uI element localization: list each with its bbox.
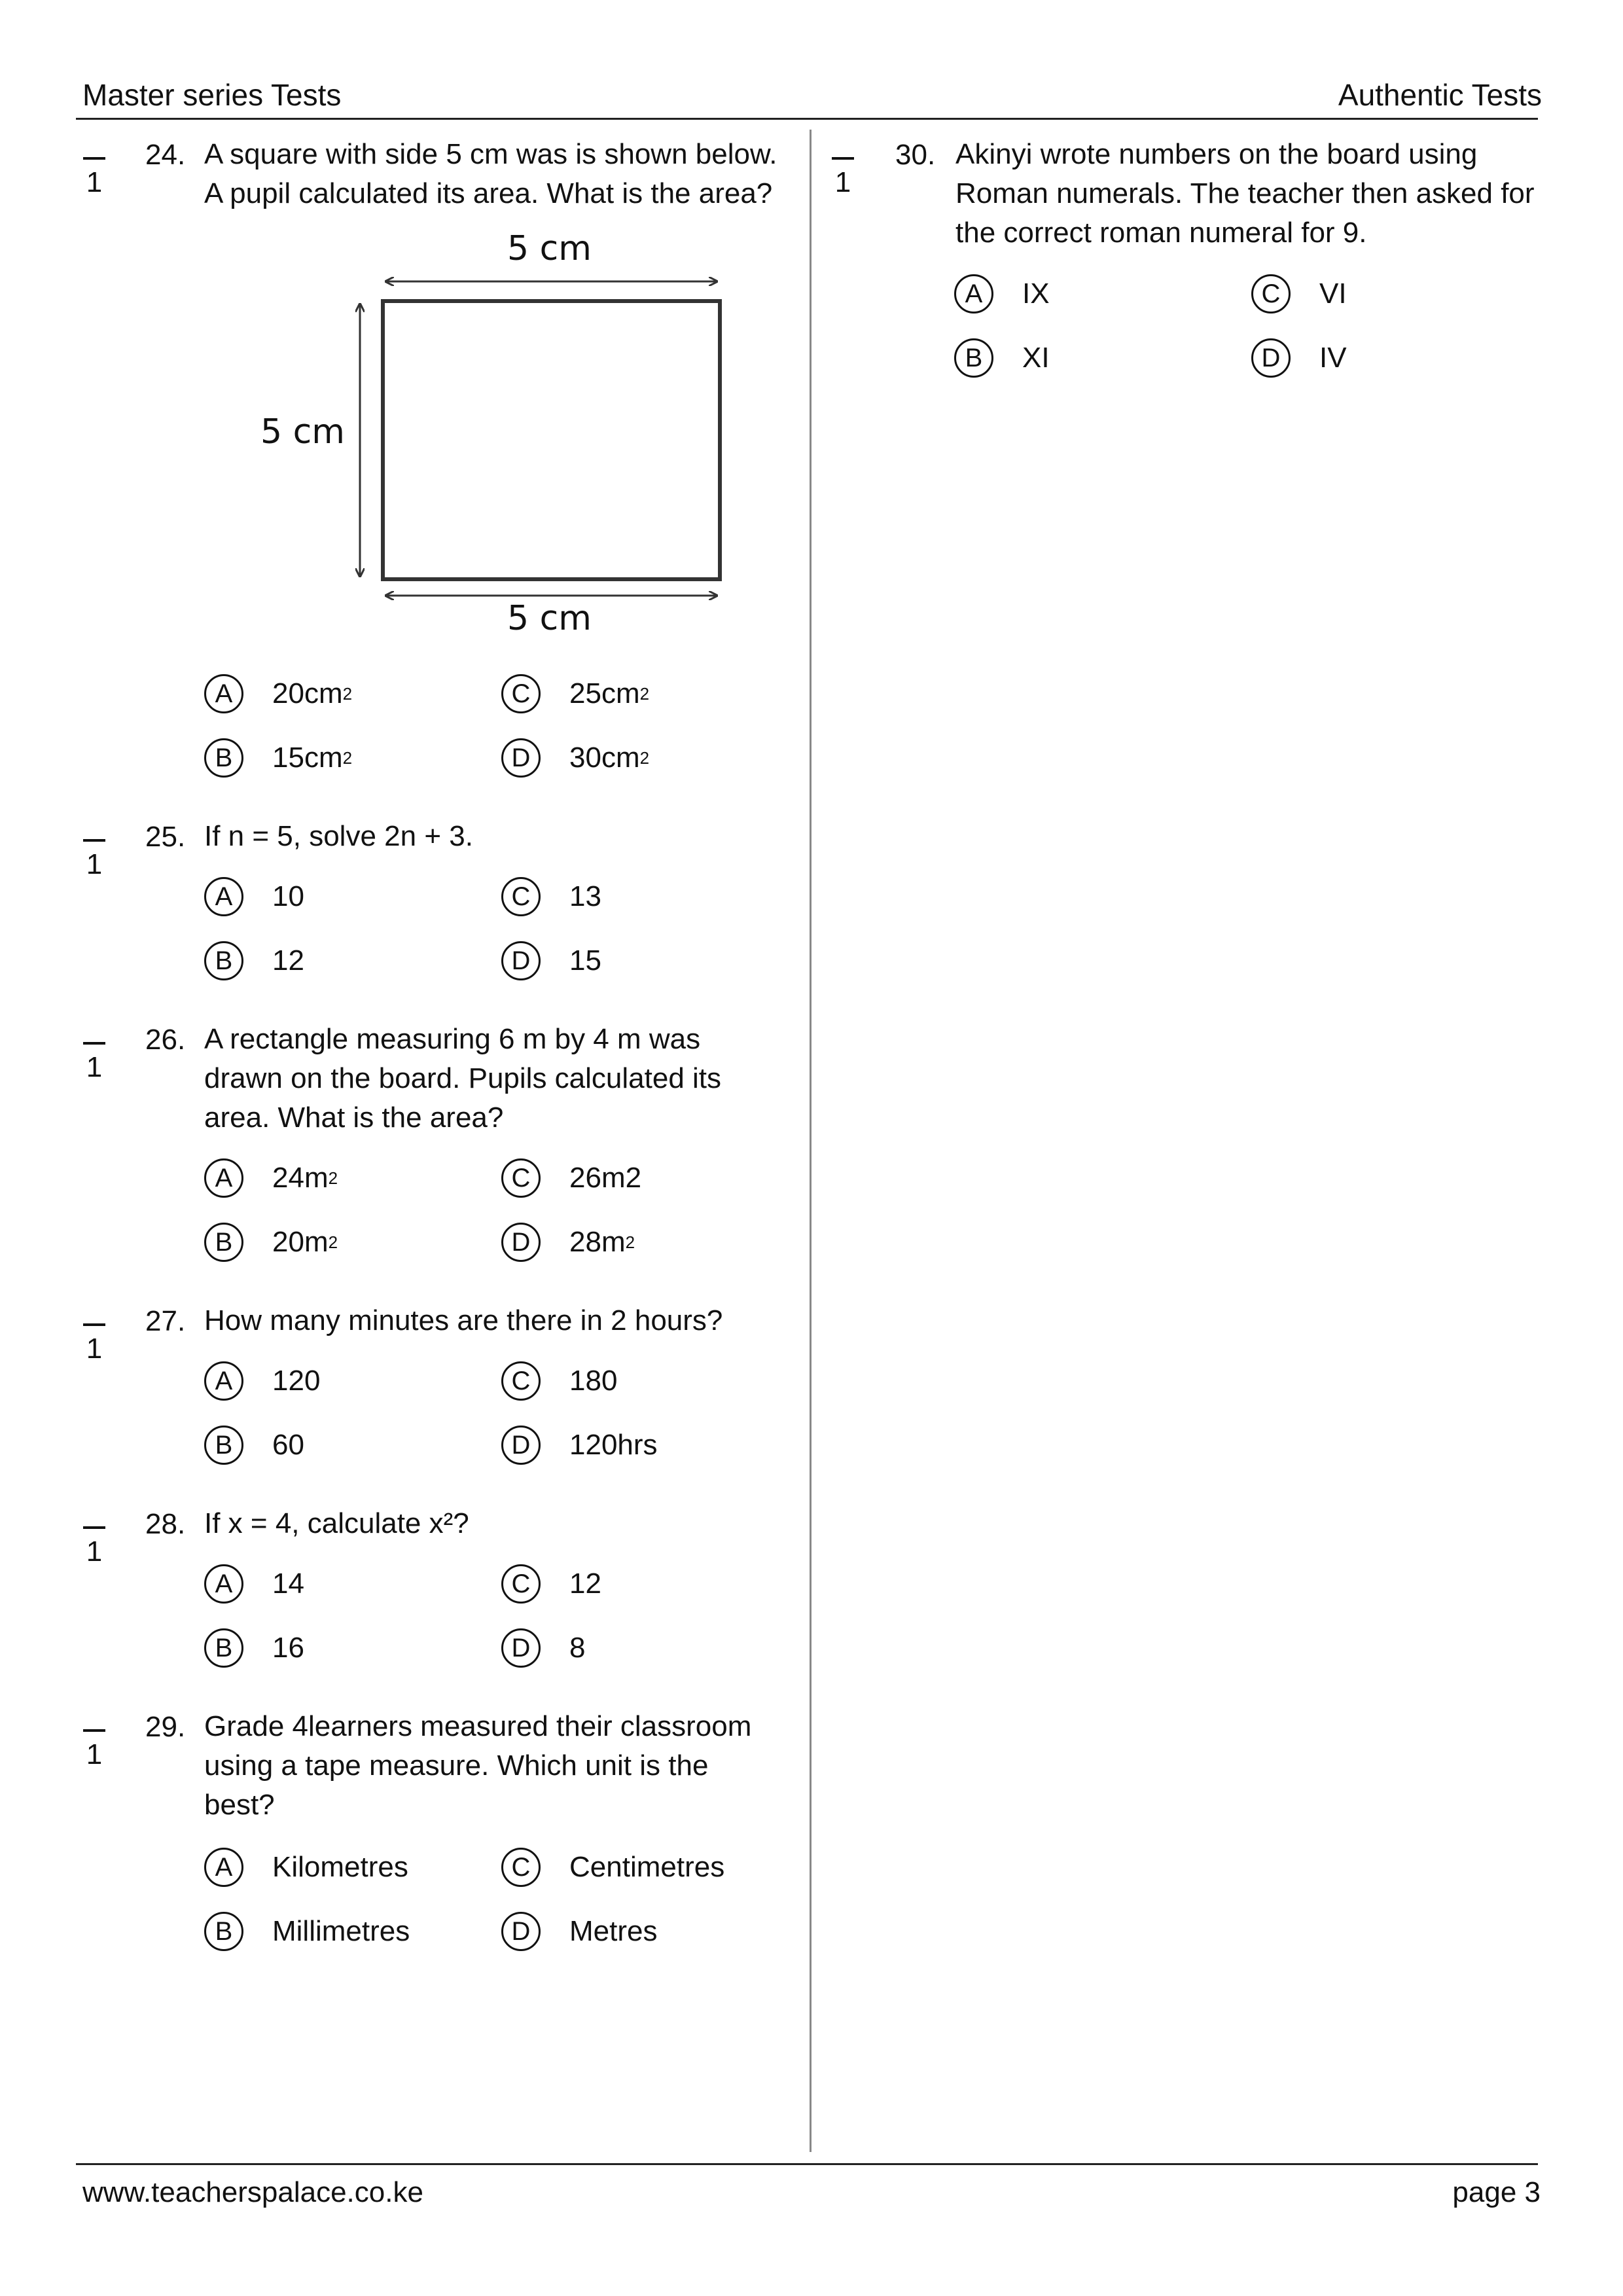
question-text: A square with side 5 cm was is shown below. A pupil calculated its area. What is the area? (204, 138, 777, 209)
footer-rule (76, 2163, 1538, 2165)
mark-box: 1 (81, 1526, 107, 1568)
option-circle[interactable]: C (501, 1848, 541, 1887)
option-d[interactable]: D 15 (501, 938, 601, 984)
header-rule (76, 118, 1538, 120)
option-circle[interactable]: A (204, 1158, 243, 1198)
option-circle[interactable]: A (204, 674, 243, 713)
column-divider (810, 130, 812, 2152)
option-d[interactable]: D 120hrs (501, 1422, 658, 1468)
option-a[interactable]: A 24m 2 (204, 1155, 338, 1201)
mark-box: 1 (81, 1729, 107, 1771)
option-a[interactable]: A 10 (204, 874, 304, 920)
option-circle[interactable]: C (1251, 274, 1291, 314)
square-shape (383, 301, 720, 579)
option-circle[interactable]: B (954, 338, 993, 378)
mark-box: 1 (830, 157, 856, 199)
option-circle[interactable]: B (204, 738, 243, 778)
header-right: Authentic Tests (1338, 78, 1542, 112)
footer-website[interactable]: www.teacherspalace.co.ke (82, 2176, 423, 2208)
option-a[interactable]: A IX (954, 271, 1050, 317)
option-circle[interactable]: D (501, 738, 541, 778)
option-c[interactable]: C 25cm 2 (501, 671, 649, 717)
option-c[interactable]: C Centimetres (501, 1844, 724, 1890)
option-d[interactable]: D Metres (501, 1909, 657, 1954)
option-c[interactable]: C 13 (501, 874, 601, 920)
bottom-label: 5 cm (507, 599, 592, 638)
option-circle[interactable]: A (204, 1361, 243, 1401)
option-circle[interactable]: B (204, 1223, 243, 1262)
option-a[interactable]: A 14 (204, 1561, 304, 1607)
option-circle[interactable]: A (204, 877, 243, 916)
option-b[interactable]: B 15cm 2 (204, 735, 352, 781)
option-circle[interactable]: D (1251, 338, 1291, 378)
option-d[interactable]: D 8 (501, 1625, 585, 1671)
option-circle[interactable]: B (204, 1426, 243, 1465)
question-number: 29. (145, 1711, 186, 1743)
option-c[interactable]: C 12 (501, 1561, 601, 1607)
question-number: 24. (145, 139, 186, 171)
option-d[interactable]: D 28m 2 (501, 1219, 635, 1265)
option-c[interactable]: C VI (1251, 271, 1347, 317)
option-d[interactable]: D 30cm 2 (501, 735, 649, 781)
option-b[interactable]: B 16 (204, 1625, 304, 1671)
option-circle[interactable]: D (501, 1912, 541, 1951)
option-circle[interactable]: D (501, 1223, 541, 1262)
question-text: If x = 4, calculate x²? (204, 1507, 469, 1539)
square-figure (255, 229, 733, 648)
question-number: 26. (145, 1024, 186, 1056)
question-text: If n = 5, solve 2n + 3. (204, 820, 473, 852)
option-c[interactable]: C 180 (501, 1358, 617, 1404)
option-circle[interactable]: B (204, 941, 243, 980)
option-d[interactable]: D IV (1251, 335, 1347, 381)
option-a[interactable]: A 120 (204, 1358, 320, 1404)
mark-box: 1 (81, 1323, 107, 1365)
option-circle[interactable]: A (204, 1848, 243, 1887)
option-b[interactable]: B XI (954, 335, 1050, 381)
option-b[interactable]: B 12 (204, 938, 304, 984)
option-a[interactable]: A Kilometres (204, 1844, 408, 1890)
option-b[interactable]: B Millimetres (204, 1909, 410, 1954)
option-circle[interactable]: A (204, 1564, 243, 1604)
option-circle[interactable]: D (501, 1628, 541, 1668)
question-text: How many minutes are there in 2 hours? (204, 1304, 723, 1336)
mark-box: 1 (81, 157, 107, 199)
question-number: 25. (145, 821, 186, 853)
option-circle[interactable]: C (501, 877, 541, 916)
top-label: 5 cm (507, 229, 592, 268)
question-text: Akinyi wrote numbers on the board using Roman numerals. The teacher then asked for the correct roman numeral for 9. (955, 138, 1535, 249)
option-circle[interactable]: B (204, 1628, 243, 1668)
option-circle[interactable]: D (501, 1426, 541, 1465)
option-circle[interactable]: A (954, 274, 993, 314)
option-b[interactable]: B 60 (204, 1422, 304, 1468)
option-c[interactable]: C 26m2 (501, 1155, 641, 1201)
option-circle[interactable]: C (501, 1361, 541, 1401)
header-left: Master series Tests (82, 78, 342, 112)
mark-box: 1 (81, 1042, 107, 1084)
mark-box: 1 (81, 839, 107, 881)
left-label: 5 cm (260, 412, 345, 452)
option-circle[interactable]: D (501, 941, 541, 980)
question-text: Grade 4learners measured their classroom using a tape measure. Which unit is the best? (204, 1710, 752, 1821)
option-circle[interactable]: C (501, 1564, 541, 1604)
option-circle[interactable]: C (501, 674, 541, 713)
question-number: 27. (145, 1305, 186, 1337)
option-circle[interactable]: B (204, 1912, 243, 1951)
option-circle[interactable]: C (501, 1158, 541, 1198)
question-text: A rectangle measuring 6 m by 4 m was drawn on the board. Pupils calculated its area. What is the area? (204, 1023, 722, 1134)
option-b[interactable]: B 20m 2 (204, 1219, 338, 1265)
question-number: 28. (145, 1508, 186, 1540)
page-number: page 3 (1452, 2176, 1541, 2208)
question-number: 30. (895, 139, 936, 171)
option-a[interactable]: A 20cm 2 (204, 671, 352, 717)
